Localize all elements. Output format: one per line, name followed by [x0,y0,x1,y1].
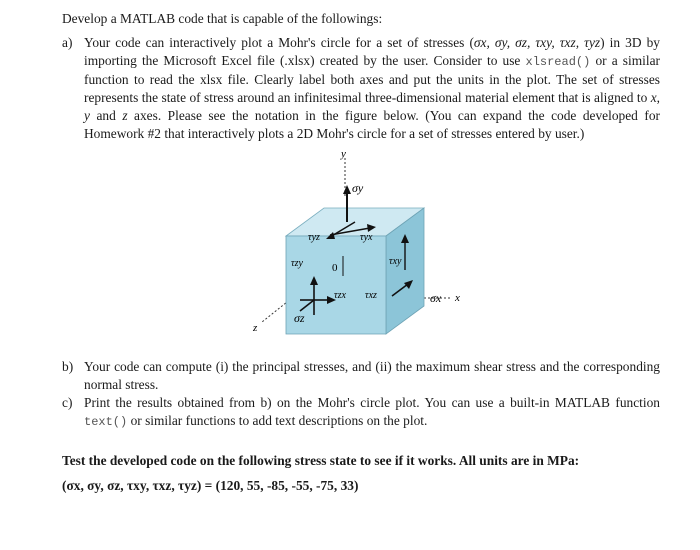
sigma-y-label: σy [352,181,364,195]
item-b-text: Your code can compute (i) the principal stresses, and (ii) the maximum shear stress and the corresponding normal stress. [84,359,660,392]
tau-yx-label: τyx [360,232,373,243]
item-a-text-2: ) in 3D by importing the Microsoft Excel file (.xlsx) created by the user. Consider to use [84,35,660,68]
item-a-text-1: Your code can interactively plot a Mohr's circle for a set of stresses ( [84,35,474,50]
item-a-text-4: axes. Please see the notation in the figure below. (You can expand the code developed for Homework #2 that interactively plots a 2D Mohr's circle for a set of stresses entered by user.) [84,108,660,141]
item-a-stress-list: σx, σy, σz, τxy, τxz, τyz [473,35,601,50]
item-b-label: b) [62,359,74,374]
item-a-axis-x: x [650,90,657,105]
test-values: (σx, σy, σz, τxy, τxz, τyz) = (120, 55, -85, -55, -75, 33) [62,478,359,493]
test-instruction: Test the developed code on the following stress state to see if it works. All units are in MPa: [62,453,580,468]
axis-label-y: y [341,148,346,160]
axis-label-x: x [455,292,460,304]
tau-yz-label: τyz [308,232,320,243]
item-a-code: xlsread() [525,55,591,69]
item-a-sep-2: and [89,108,123,123]
item-a-text-3: or a similar function to read the xlsx file. Clearly label both axes and put the units in the plot. The set of stresses represents the state of stress around an infinitesimal three-dimensional material element that is aligned to [84,53,660,105]
sigma-z-label: σz [294,311,305,325]
item-a-label: a) [62,35,73,50]
tau-zx-label: τzx [334,290,346,301]
item-c-text-2: or similar functions to add text descriptions on the plot. [127,413,428,428]
sigma-y-arrow [343,185,351,194]
item-b [62,358,660,394]
tau-zy-label: τzy [291,258,303,269]
tau-xy-label: τxy [389,256,402,267]
tau-xz-label: τxz [365,290,377,301]
item-c [62,394,660,431]
item-a-axis-y: y [84,108,90,123]
origin-label: 0 [332,262,338,274]
item-c-text-1: Print the results obtained from b) on the Mohr's circle plot. You can use a built-in MATLAB function [84,395,660,410]
item-c-code: text() [84,415,128,429]
intro-heading: Develop a MATLAB code that is capable of the followings: [62,11,383,26]
item-c-label: c) [62,395,73,410]
axis-label-z: z [253,322,258,334]
item-a-sep-1: , [656,90,660,105]
sigma-x-label: σx [430,291,442,305]
item-a-axis-z: z [122,108,128,123]
